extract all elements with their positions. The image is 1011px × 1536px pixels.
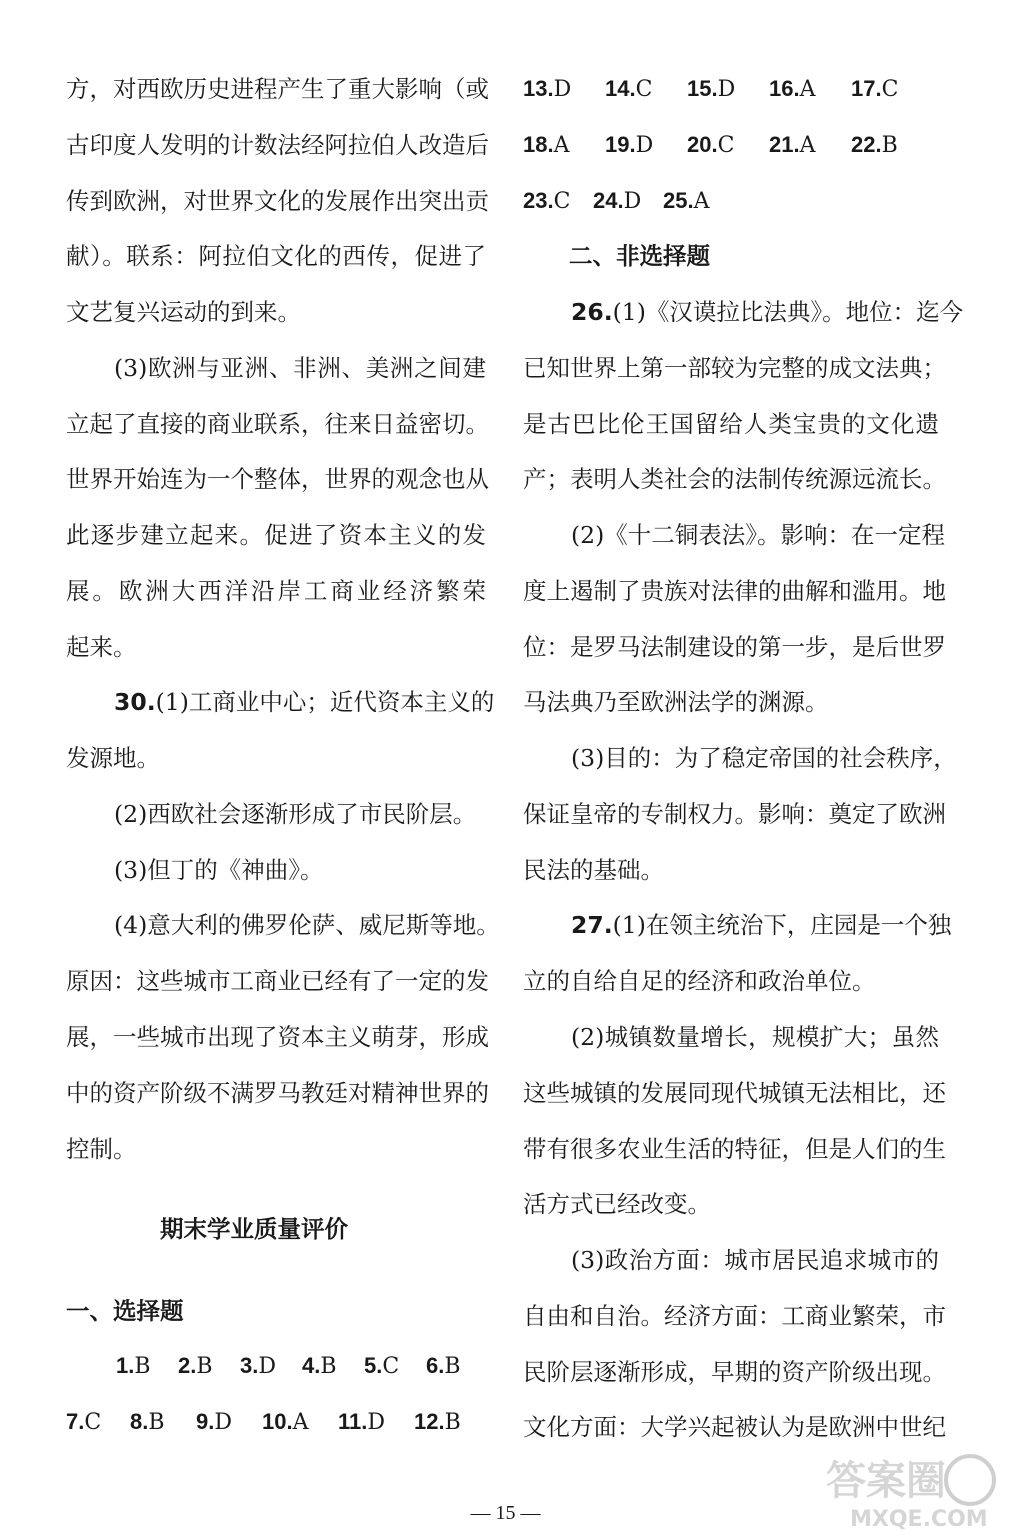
text-line: 古印度人发明的计数法经阿拉伯人改造后 <box>66 131 489 159</box>
text-line: 世界开始连为一个整体，世界的观念也从 <box>66 465 489 493</box>
question-26-line <box>523 297 964 327</box>
text-line: 发源地。 <box>66 744 160 772</box>
text-line: 保证皇帝的专制权力。影响：奠定了欧洲 <box>523 800 946 828</box>
answer-item: 16.A <box>769 76 816 102</box>
text-line: 立起了直接的商业联系，往来日益密切。 <box>66 410 489 438</box>
answer-item: 3.D <box>240 1353 276 1379</box>
watermark-circle <box>946 1456 994 1504</box>
answer-item: 2.B <box>178 1353 213 1379</box>
watermark-logo <box>820 1446 998 1532</box>
text-line: 位：是罗马法制建设的第一步，是后世罗 <box>523 633 946 661</box>
text-line: 文艺复兴运动的到来。 <box>66 298 301 326</box>
text-line: 方，对西欧历史进程产生了重大影响（或 <box>66 75 489 103</box>
answer-item: 1.B <box>116 1353 151 1379</box>
answer-item: 12.B <box>414 1409 461 1435</box>
text-line: 控制。 <box>66 1135 137 1163</box>
answer-item: 23.C <box>523 188 571 214</box>
watermark-text: 答案圈 <box>826 1458 946 1504</box>
text-line: 已知世界上第一部较为完整的成文法典； <box>523 354 946 382</box>
text-line: 展。欧洲大西洋沿岸工商业经济繁荣 <box>66 577 486 605</box>
text-line: 展，一些城市出现了资本主义萌芽，形成 <box>66 1023 489 1051</box>
answer-item: 15.D <box>687 76 736 102</box>
text-line: 自由和自治。经济方面：工商业繁荣，市 <box>523 1302 946 1330</box>
text-line: 传到欧洲，对世界文化的发展作出突出贡 <box>66 187 489 215</box>
answer-text: (1)《汉谟拉比法典》。地位：迄今 <box>612 298 964 326</box>
text-line: 民法的基础。 <box>523 856 664 884</box>
text-line: 这些城镇的发展同现代城镇无法相比，还 <box>523 1079 946 1107</box>
answer-item: 6.B <box>426 1353 461 1379</box>
text-line: 此逐步建立起来。促进了资本主义的发 <box>66 521 486 549</box>
answer-item: 17.C <box>851 76 899 102</box>
answer-text: (1)工商业中心；近代资本主义的 <box>155 688 495 716</box>
answer-item: 14.C <box>605 76 653 102</box>
answer-item: 19.D <box>605 132 654 158</box>
text-line: (2)城镇数量增长，规模扩大；虽然 <box>571 1023 939 1051</box>
text-line: 献）。联系：阿拉伯文化的西传，促进了 <box>66 242 486 270</box>
section-heading: 一、选择题 <box>66 1297 184 1325</box>
answer-item: 10.A <box>262 1409 309 1435</box>
answer-item: 18.A <box>523 132 570 158</box>
text-line: (3)欧洲与亚洲、非洲、美洲之间建 <box>114 354 486 382</box>
question-number: 27. <box>571 911 613 939</box>
watermark-url: MXQE.COM <box>850 1507 988 1532</box>
exam-title: 期末学业质量评价 <box>160 1215 348 1243</box>
text-line: 产；表明人类社会的法制传统源远流长。 <box>523 465 946 493</box>
answer-item: 21.A <box>769 132 816 158</box>
answer-item: 25.A <box>663 188 710 214</box>
answer-item: 20.C <box>687 132 735 158</box>
answer-item: 9.D <box>196 1409 232 1435</box>
text-line: 民阶层逐渐形成，早期的资产阶级出现。 <box>523 1358 946 1386</box>
text-line: 原因：这些城市工商业已经有了一定的发 <box>66 967 489 995</box>
text-line: (3)政治方面：城市居民追求城市的 <box>571 1246 939 1274</box>
answer-item: 22.B <box>851 132 898 158</box>
question-27-line <box>523 910 952 940</box>
question-number: 26. <box>571 298 613 326</box>
answer-item: 24.D <box>593 188 642 214</box>
answer-item: 5.C <box>364 1353 400 1379</box>
text-line: 起来。 <box>66 633 137 661</box>
text-line: 是古巴比伦王国留给人类宝贵的文化遗 <box>523 410 939 438</box>
text-line: 文化方面：大学兴起被认为是欧洲中世纪 <box>523 1413 946 1441</box>
answer-item: 7.C <box>66 1409 102 1435</box>
question-30-line <box>66 687 495 717</box>
text-line: (3)但丁的《神曲》。 <box>114 856 324 884</box>
text-line: (3)目的：为了稳定帝国的社会秩序， <box>571 744 957 772</box>
text-line: (2)西欧社会逐渐形成了市民阶层。 <box>114 800 477 828</box>
text-line: 度上遏制了贵族对法律的曲解和滥用。地 <box>523 577 946 605</box>
text-line: 活方式已经改变。 <box>523 1190 711 1218</box>
text-line: 马法典乃至欧洲法学的渊源。 <box>523 688 829 716</box>
question-number: 30. <box>114 688 156 716</box>
section-heading: 二、非选择题 <box>569 242 710 270</box>
answer-text: (1)在领主统治下，庄园是一个独 <box>612 911 952 939</box>
text-line: (2)《十二铜表法》。影响：在一定程 <box>571 521 946 549</box>
answer-item: 4.B <box>302 1353 337 1379</box>
page-number: — 15 — <box>470 1502 541 1524</box>
text-line: (4)意大利的佛罗伦萨、威尼斯等地。 <box>114 911 500 939</box>
text-line: 中的资产阶级不满罗马教廷对精神世界的 <box>66 1079 489 1107</box>
answer-item: 8.B <box>130 1409 165 1435</box>
answer-item: 11.D <box>338 1409 386 1435</box>
text-line: 带有很多农业生活的特征，但是人们的生 <box>523 1135 946 1163</box>
text-line: 立的自给自足的经济和政治单位。 <box>523 967 876 995</box>
answer-item: 13.D <box>523 76 572 102</box>
